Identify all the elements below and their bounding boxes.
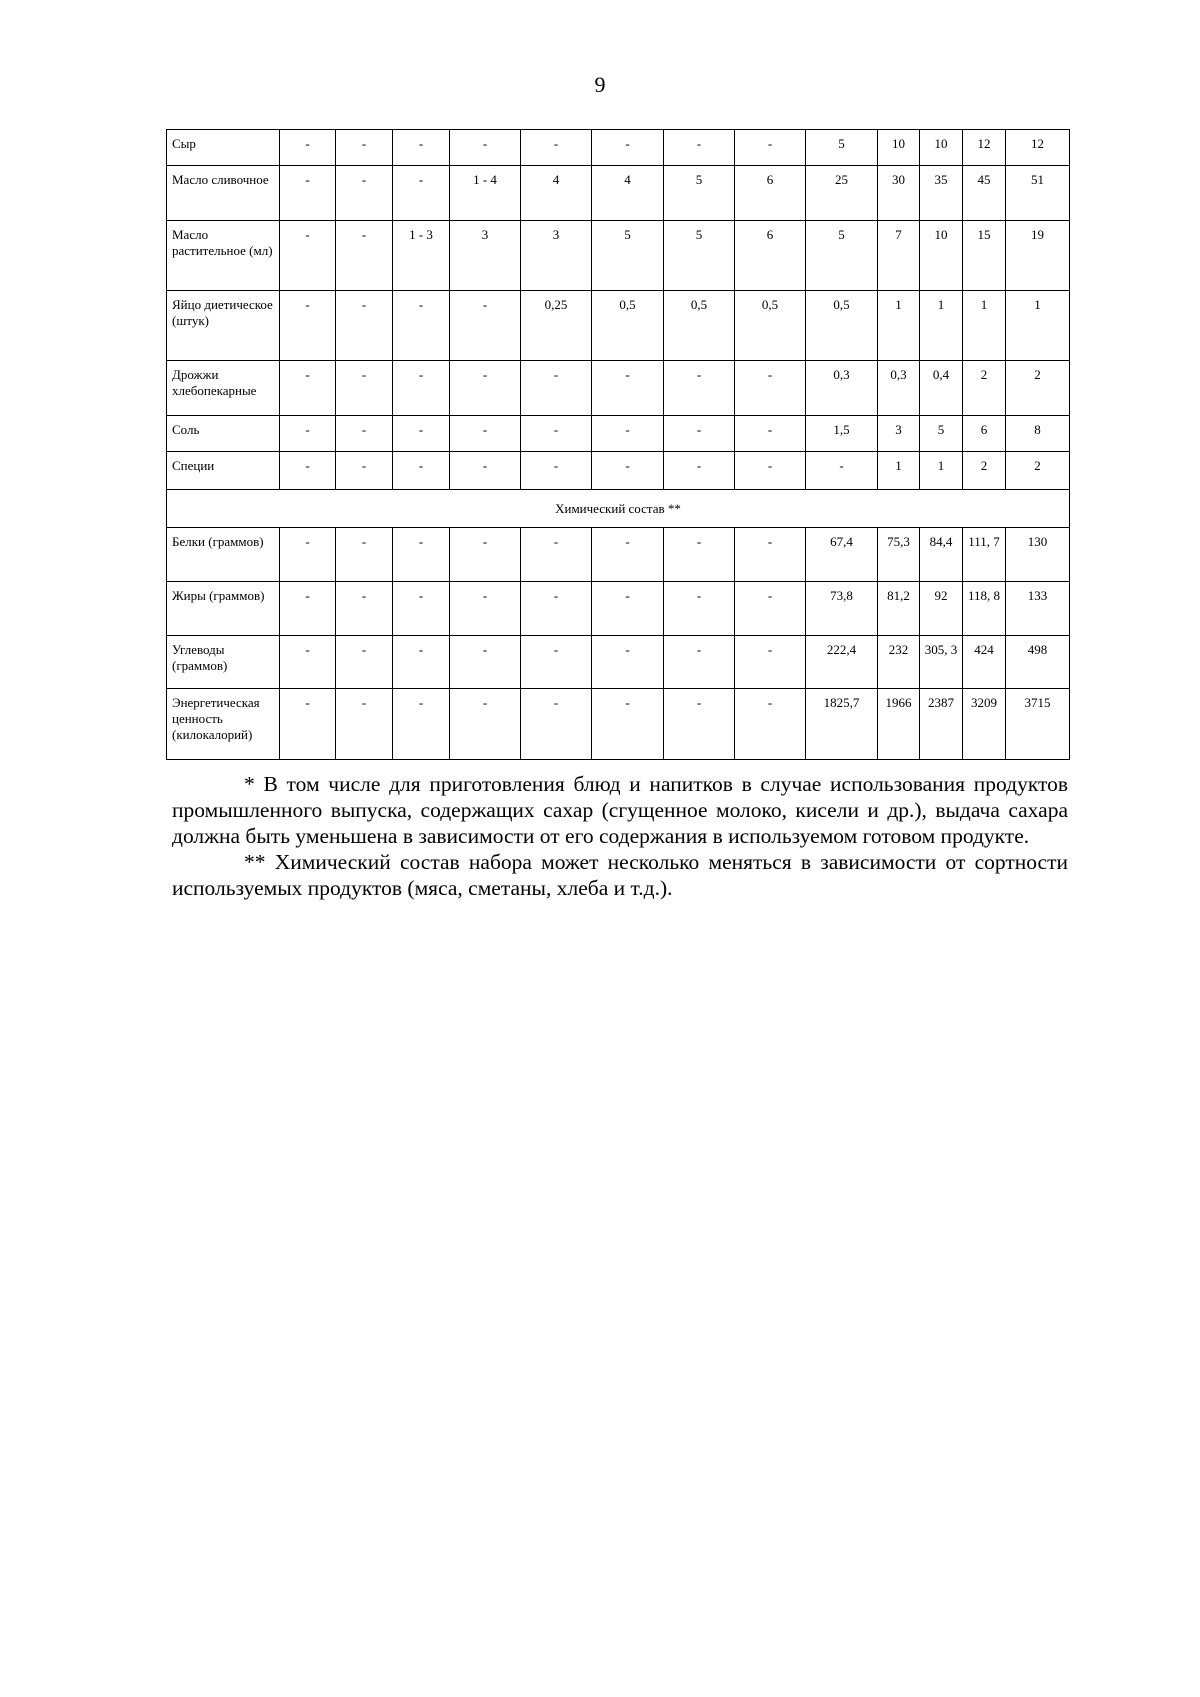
table-cell: 1 [920, 291, 963, 361]
table-row [167, 582, 1070, 636]
table-cell: - [664, 361, 735, 416]
table-cell: - [664, 416, 735, 452]
table-cell: 2 [963, 361, 1006, 416]
table-cell: 3 [521, 221, 592, 291]
table-cell: 305, 3 [920, 636, 963, 689]
table-cell: - [806, 452, 878, 490]
table-cell: - [450, 636, 521, 689]
table-cell: - [393, 416, 450, 452]
table-cell: - [521, 528, 592, 582]
table-cell: - [735, 452, 806, 490]
row-label: Углеводы (граммов) [167, 636, 280, 689]
table-cell: - [336, 416, 393, 452]
table-cell: - [393, 452, 450, 490]
table-cell: - [735, 130, 806, 166]
table-cell: 222,4 [806, 636, 878, 689]
table-cell: - [280, 582, 336, 636]
table-cell: 1825,7 [806, 689, 878, 760]
table-cell: 5 [920, 416, 963, 452]
table-cell: 0,4 [920, 361, 963, 416]
table-cell: - [592, 636, 664, 689]
table-cell: 3 [450, 221, 521, 291]
table-cell: 4 [592, 166, 664, 221]
table-cell: 1 [920, 452, 963, 490]
table-cell: - [592, 582, 664, 636]
table-cell: 3 [878, 416, 920, 452]
table-row [167, 166, 1070, 221]
table-cell: 4 [521, 166, 592, 221]
table-cell: - [450, 416, 521, 452]
row-label: Энергетическая ценность (килокалорий) [167, 689, 280, 760]
table-cell: - [664, 582, 735, 636]
table-cell: - [280, 636, 336, 689]
nutrition-table [166, 129, 1070, 760]
table-cell: 45 [963, 166, 1006, 221]
table-cell: 0,5 [592, 291, 664, 361]
table-cell: 0,5 [664, 291, 735, 361]
table-cell: 5 [806, 221, 878, 291]
table-cell: 10 [920, 130, 963, 166]
table-cell: 84,4 [920, 528, 963, 582]
table-cell: - [393, 636, 450, 689]
row-label: Масло сливочное [167, 166, 280, 221]
table-cell: 30 [878, 166, 920, 221]
table-cell: 111, 7 [963, 528, 1006, 582]
table-cell: 15 [963, 221, 1006, 291]
table-cell: - [521, 361, 592, 416]
table-row [167, 416, 1070, 452]
table-cell: - [393, 689, 450, 760]
footnote-chemical: ** Химический состав набора может несколько меняться в зависимости от сортности используемых продуктов (мяса, сметаны, хлеба и т.д.). [172, 850, 1068, 900]
table-cell: - [393, 291, 450, 361]
table-row [167, 361, 1070, 416]
table-cell: 3209 [963, 689, 1006, 760]
table-row [167, 221, 1070, 291]
table-cell: - [521, 689, 592, 760]
table-cell: - [336, 221, 393, 291]
footnotes [172, 771, 1068, 901]
table-cell: 0,5 [735, 291, 806, 361]
table-cell: 118, 8 [963, 582, 1006, 636]
table-cell: 5 [664, 221, 735, 291]
table-cell: 2 [1006, 452, 1070, 490]
table-cell: 12 [1006, 130, 1070, 166]
table-cell: - [336, 582, 393, 636]
table-cell: 1 - 3 [393, 221, 450, 291]
table-cell: 0,3 [806, 361, 878, 416]
table-cell: - [336, 528, 393, 582]
table-cell: - [393, 361, 450, 416]
table-cell: 7 [878, 221, 920, 291]
table-row [167, 291, 1070, 361]
row-label: Яйцо диетическое (штук) [167, 291, 280, 361]
table-cell: 5 [806, 130, 878, 166]
table-cell: 5 [592, 221, 664, 291]
table-cell: - [521, 636, 592, 689]
table-cell: 1 - 4 [450, 166, 521, 221]
table-cell: - [664, 636, 735, 689]
table-cell: - [393, 166, 450, 221]
table-cell: 0,5 [806, 291, 878, 361]
table-cell: - [393, 130, 450, 166]
table-cell: 35 [920, 166, 963, 221]
table-cell: - [280, 689, 336, 760]
table-cell: 2 [1006, 361, 1070, 416]
table-cell: - [664, 689, 735, 760]
table-cell: - [592, 130, 664, 166]
table-cell: 81,2 [878, 582, 920, 636]
table-cell: - [735, 361, 806, 416]
table-cell: 10 [920, 221, 963, 291]
section-label: Химический состав ** [167, 490, 1070, 528]
table-cell: 498 [1006, 636, 1070, 689]
table-cell: - [280, 166, 336, 221]
table-cell: - [280, 221, 336, 291]
table-cell: 1 [1006, 291, 1070, 361]
table-cell: - [664, 130, 735, 166]
table-body-chemical [167, 528, 1070, 760]
table-cell: 10 [878, 130, 920, 166]
table-cell: 5 [664, 166, 735, 221]
table-cell: - [735, 689, 806, 760]
table-cell: - [735, 636, 806, 689]
table-cell: - [336, 130, 393, 166]
table-row [167, 689, 1070, 760]
row-label: Масло растительное (мл) [167, 221, 280, 291]
table-cell: - [664, 528, 735, 582]
table-cell: 133 [1006, 582, 1070, 636]
table-cell: - [280, 361, 336, 416]
table-cell: 75,3 [878, 528, 920, 582]
table-cell: - [592, 689, 664, 760]
table-cell: - [280, 452, 336, 490]
table-cell: 1 [963, 291, 1006, 361]
table-cell: 67,4 [806, 528, 878, 582]
footnote-sugar: * В том числе для приготовления блюд и напитков в случае использования продуктов промышленного выпуска, содержащих сахар (сгущенное молоко, кисели и др.), выдача сахара должна быть уменьшена в зависимости от его содержания в используемом готовом продукте. [172, 772, 1068, 848]
table-cell: - [450, 689, 521, 760]
table-cell: - [450, 361, 521, 416]
table-cell: 25 [806, 166, 878, 221]
table-cell: 1,5 [806, 416, 878, 452]
table-cell: 92 [920, 582, 963, 636]
table-cell: - [735, 582, 806, 636]
table-row [167, 452, 1070, 490]
table-cell: 12 [963, 130, 1006, 166]
table-cell: - [336, 452, 393, 490]
table-cell: - [664, 452, 735, 490]
table-cell: - [336, 166, 393, 221]
table-cell: 2 [963, 452, 1006, 490]
table-body-products [167, 130, 1070, 490]
row-label: Жиры (граммов) [167, 582, 280, 636]
table-cell: - [592, 416, 664, 452]
table-cell: 6 [735, 166, 806, 221]
table-cell: 0,25 [521, 291, 592, 361]
table-cell: 6 [963, 416, 1006, 452]
table-cell: - [393, 582, 450, 636]
row-label: Сыр [167, 130, 280, 166]
row-label: Белки (граммов) [167, 528, 280, 582]
table-cell: 73,8 [806, 582, 878, 636]
table-cell: 1 [878, 291, 920, 361]
table-row [167, 130, 1070, 166]
table-cell: 1966 [878, 689, 920, 760]
table-cell: - [521, 452, 592, 490]
table-cell: - [336, 291, 393, 361]
table-cell: - [280, 130, 336, 166]
table-cell: 0,3 [878, 361, 920, 416]
table-cell: - [450, 582, 521, 636]
table-cell: 6 [735, 221, 806, 291]
row-label: Соль [167, 416, 280, 452]
table-cell: - [735, 528, 806, 582]
table-cell: - [450, 528, 521, 582]
table-cell: - [280, 528, 336, 582]
table-cell: - [280, 291, 336, 361]
row-label: Дрожжи хлебопекарные [167, 361, 280, 416]
table-cell: 1 [878, 452, 920, 490]
table-cell: - [592, 452, 664, 490]
row-label: Специи [167, 452, 280, 490]
table-cell: - [336, 636, 393, 689]
table-cell: 19 [1006, 221, 1070, 291]
table-cell: 232 [878, 636, 920, 689]
table-cell: - [393, 528, 450, 582]
table-cell: 424 [963, 636, 1006, 689]
section-row [167, 490, 1070, 528]
table-cell: - [450, 291, 521, 361]
table-cell: - [521, 582, 592, 636]
table-cell: 8 [1006, 416, 1070, 452]
table-row [167, 636, 1070, 689]
table-cell: - [521, 416, 592, 452]
table-row [167, 528, 1070, 582]
table-cell: - [280, 416, 336, 452]
table-cell: - [592, 528, 664, 582]
table-cell: - [336, 689, 393, 760]
table-cell: - [735, 416, 806, 452]
table-cell: - [336, 361, 393, 416]
table-cell: - [450, 130, 521, 166]
table-cell: 130 [1006, 528, 1070, 582]
table-cell: 51 [1006, 166, 1070, 221]
page-number: 9 [594, 72, 606, 97]
table-cell: - [592, 361, 664, 416]
table-cell: 2387 [920, 689, 963, 760]
table-cell: - [450, 452, 521, 490]
table-cell: 3715 [1006, 689, 1070, 760]
table-cell: - [521, 130, 592, 166]
